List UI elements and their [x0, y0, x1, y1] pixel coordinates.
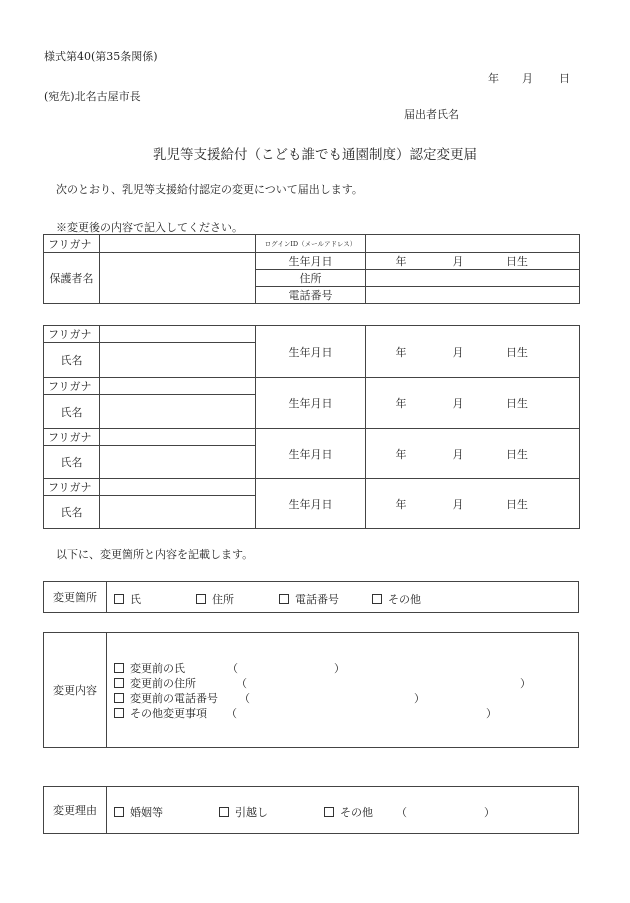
birth-month-unit: 月: [452, 497, 464, 511]
child-4-name-field[interactable]: [100, 496, 256, 529]
login-id-field[interactable]: [366, 235, 580, 253]
guardian-name-label: 保護者名: [44, 253, 100, 304]
changes-intro: 以下に、変更箇所と内容を記載します。: [56, 548, 254, 561]
guardian-table: [43, 234, 580, 304]
change-content-box: [43, 632, 579, 748]
content-prev-address-label: 変更前の住所: [130, 677, 196, 690]
change-location-box: [43, 581, 579, 613]
reason-marriage[interactable]: [114, 804, 163, 820]
close-paren: ）: [414, 692, 425, 705]
content-prev-phone[interactable]: [114, 690, 218, 706]
change-content-label: 変更内容: [44, 633, 107, 747]
guardian-furigana-label: フリガナ: [44, 235, 100, 253]
login-id-label: ログインID（メールアドレス）: [256, 235, 366, 253]
close-paren: ）: [334, 662, 345, 675]
open-paren: （: [236, 677, 247, 690]
open-paren: （: [226, 707, 237, 720]
guardian-name-field[interactable]: [100, 253, 256, 304]
birth-month-unit: 月: [452, 345, 464, 359]
reason-moving[interactable]: [219, 804, 268, 820]
birth-day-unit: 日生: [506, 345, 528, 359]
child-2-birth-field[interactable]: [366, 378, 580, 429]
content-prev-address[interactable]: [114, 675, 196, 691]
form-number: 様式第40(第35条関係): [44, 50, 158, 63]
addressee: (宛先)北名古屋市長: [44, 90, 141, 103]
child-3-name-label: 氏名: [44, 446, 100, 479]
child-3-birth-field[interactable]: [366, 429, 580, 479]
guardian-phone-field[interactable]: [366, 287, 580, 304]
child-4-furigana-field[interactable]: [100, 479, 256, 496]
change-reason-box: [43, 786, 579, 834]
birth-day-unit: 日生: [506, 447, 528, 461]
reason-marriage-label: 婚姻等: [130, 806, 163, 819]
date-year-label: 年: [488, 72, 499, 85]
child-2-furigana-label: フリガナ: [44, 378, 100, 395]
birth-day-unit: 日生: [506, 255, 528, 268]
child-2-birth-label: 生年月日: [256, 378, 366, 429]
date-day-label: 日: [559, 72, 570, 85]
content-other-label: その他変更事項: [130, 707, 207, 720]
checkbox-icon[interactable]: [114, 693, 124, 703]
birth-year-unit: 年: [395, 447, 407, 461]
open-paren: （: [396, 806, 407, 819]
option-phone[interactable]: [279, 591, 339, 607]
checkbox-icon[interactable]: [114, 678, 124, 688]
guardian-phone-label: 電話番号: [256, 287, 366, 304]
guardian-address-label: 住所: [256, 270, 366, 287]
intro-text: 次のとおり、乳児等支援給付認定の変更について届出します。: [56, 183, 363, 196]
content-prev-surname[interactable]: [114, 660, 185, 676]
child-2-furigana-field[interactable]: [100, 378, 256, 395]
guardian-birth-label: 生年月日: [256, 253, 366, 270]
option-surname-label: 氏: [130, 593, 141, 606]
note-text: ※変更後の内容で記入してください。: [56, 221, 243, 234]
child-3-furigana-field[interactable]: [100, 429, 256, 446]
document-title: 乳児等支援給付（こども誰でも通園制度）認定変更届: [153, 147, 477, 163]
content-prev-surname-label: 変更前の氏: [130, 662, 185, 675]
content-prev-phone-label: 変更前の電話番号: [130, 692, 218, 705]
checkbox-icon[interactable]: [219, 807, 229, 817]
option-surname[interactable]: [114, 591, 141, 607]
checkbox-icon[interactable]: [372, 594, 382, 604]
child-4-birth-field[interactable]: [366, 479, 580, 529]
birth-day-unit: 日生: [506, 397, 528, 410]
child-3-name-field[interactable]: [100, 446, 256, 479]
reason-moving-label: 引越し: [235, 806, 268, 819]
birth-day-unit: 日生: [506, 497, 528, 511]
child-2-name-label: 氏名: [44, 395, 100, 429]
date-month-label: 月: [522, 72, 533, 85]
checkbox-icon[interactable]: [279, 594, 289, 604]
birth-year-unit: 年: [395, 255, 407, 268]
change-location-label: 変更箇所: [44, 582, 107, 612]
guardian-furigana-field[interactable]: [100, 235, 256, 253]
child-2-name-field[interactable]: [100, 395, 256, 429]
close-paren: ）: [486, 707, 497, 720]
applicant-name-label: 届出者氏名: [404, 108, 459, 121]
guardian-address-field[interactable]: [366, 270, 580, 287]
children-table: [43, 325, 580, 529]
guardian-birth-field[interactable]: [366, 253, 580, 270]
change-reason-label: 変更理由: [44, 787, 107, 833]
option-phone-label: 電話番号: [295, 593, 339, 606]
option-address[interactable]: [196, 591, 234, 607]
birth-year-unit: 年: [395, 497, 407, 511]
child-1-birth-label: 生年月日: [256, 326, 366, 378]
child-4-birth-label: 生年月日: [256, 479, 366, 529]
checkbox-icon[interactable]: [114, 708, 124, 718]
birth-month-unit: 月: [452, 447, 464, 461]
child-1-furigana-label: フリガナ: [44, 326, 100, 343]
child-3-birth-label: 生年月日: [256, 429, 366, 479]
child-1-birth-field[interactable]: [366, 326, 580, 378]
child-1-furigana-field[interactable]: [100, 326, 256, 343]
reason-other-label: その他: [340, 806, 373, 819]
checkbox-icon[interactable]: [114, 594, 124, 604]
open-paren: （: [227, 662, 238, 675]
option-other-label: その他: [388, 593, 421, 606]
open-paren: （: [239, 692, 250, 705]
content-other[interactable]: [114, 705, 207, 721]
birth-year-unit: 年: [395, 397, 407, 410]
child-3-furigana-label: フリガナ: [44, 429, 100, 446]
option-address-label: 住所: [212, 593, 234, 606]
child-4-name-label: 氏名: [44, 496, 100, 529]
option-other[interactable]: [372, 591, 421, 607]
checkbox-icon[interactable]: [114, 663, 124, 673]
birth-month-unit: 月: [452, 255, 464, 268]
reason-other[interactable]: [324, 804, 373, 820]
close-paren: ）: [484, 806, 495, 819]
birth-year-unit: 年: [395, 345, 407, 359]
child-4-furigana-label: フリガナ: [44, 479, 100, 496]
child-1-name-label: 氏名: [44, 343, 100, 378]
checkbox-icon[interactable]: [114, 807, 124, 817]
child-1-name-field[interactable]: [100, 343, 256, 378]
checkbox-icon[interactable]: [324, 807, 334, 817]
checkbox-icon[interactable]: [196, 594, 206, 604]
birth-month-unit: 月: [452, 397, 464, 410]
close-paren: ）: [520, 677, 531, 690]
